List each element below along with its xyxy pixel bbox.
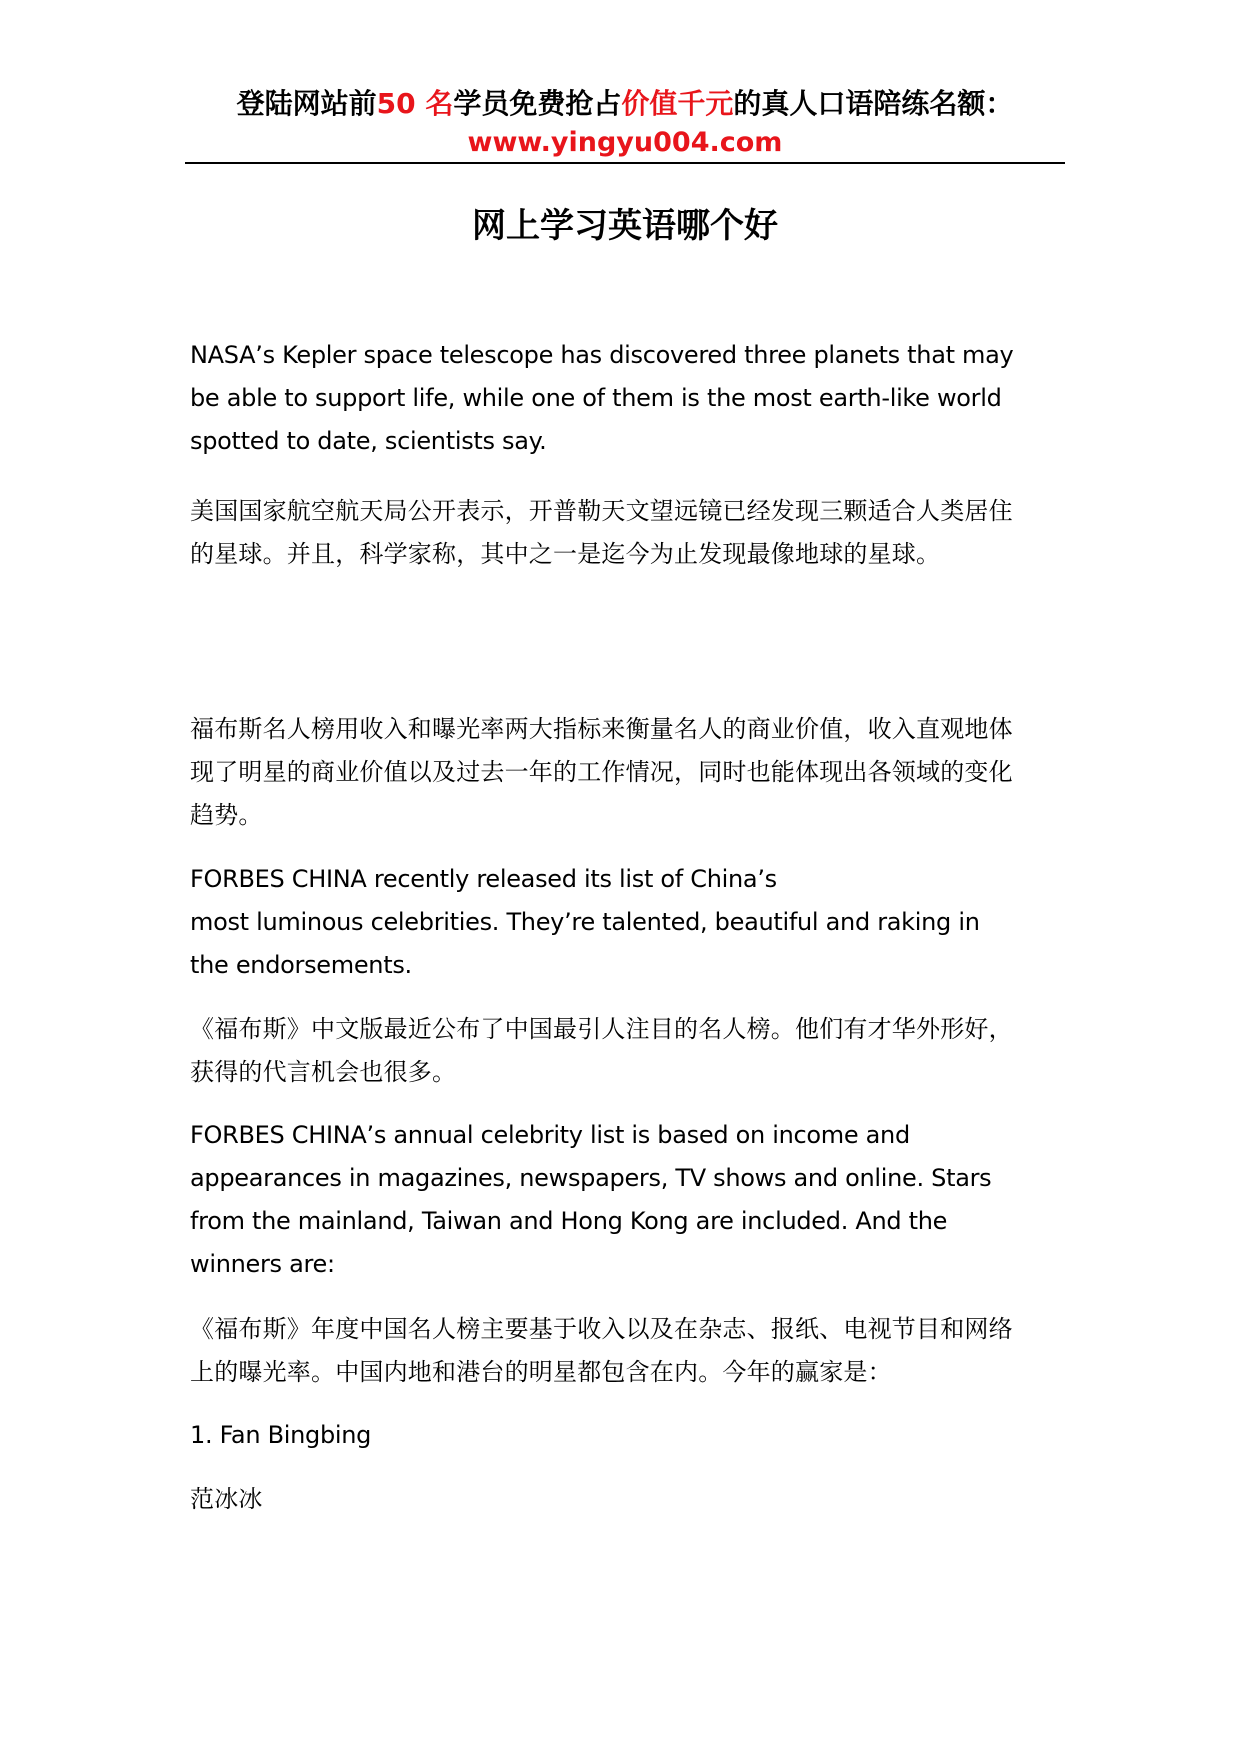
- paragraph-nasa-zh: [190, 490, 1060, 576]
- ranking-item-en: [190, 1414, 1060, 1457]
- paragraph-annual-list-en: [190, 1114, 1060, 1286]
- text-line: 福布斯名人榜用收入和曝光率两大指标来衡量名人的商业价值，收入直观地体: [190, 715, 1013, 743]
- text-line: 1. Fan Bingbing: [190, 1421, 372, 1449]
- document-title: 网上学习英语哪个好: [472, 206, 778, 246]
- paragraph-forbes-intro-zh: [190, 708, 1060, 837]
- text-line: NASA’s Kepler space telescope has discovered three planets that may: [190, 341, 1014, 369]
- paragraph-forbes-zh: [190, 1008, 1060, 1094]
- text-line: 上的曝光率。中国内地和港台的明星都包含在内。今年的赢家是：: [190, 1358, 892, 1386]
- text-line: 《福布斯》年度中国名人榜主要基于收入以及在杂志、报纸、电视节目和网络: [190, 1315, 1013, 1343]
- promo-header: [185, 84, 1065, 124]
- paragraph-nasa-en: [190, 334, 1060, 463]
- text-line: 趋势。: [190, 801, 263, 829]
- header-divider: [185, 162, 1065, 164]
- paragraph-annual-list-zh: [190, 1308, 1060, 1394]
- text-line: spotted to date, scientists say.: [190, 427, 547, 455]
- text-line: appearances in magazines, newspapers, TV shows and online. Stars: [190, 1164, 992, 1192]
- promo-highlight-value: 价值千元: [621, 87, 734, 120]
- text-line: 范冰冰: [190, 1485, 263, 1513]
- ranking-item-zh: [190, 1478, 1060, 1521]
- promo-highlight-count: 50 名: [376, 87, 454, 120]
- promo-text-3: 的真人口语陪练名额：: [733, 87, 1014, 120]
- promo-url-link[interactable]: www.yingyu004.com: [467, 127, 783, 158]
- text-line: the endorsements.: [190, 951, 412, 979]
- text-line: 的星球。并且，科学家称，其中之一是迄今为止发现最像地球的星球。: [190, 540, 941, 568]
- text-line: be able to support life, while one of them is the most earth-like world: [190, 384, 1002, 412]
- paragraph-forbes-en: [190, 858, 1060, 987]
- text-line: winners are:: [190, 1250, 335, 1278]
- text-line: 《福布斯》中文版最近公布了中国最引人注目的名人榜。他们有才华外形好，: [190, 1015, 1013, 1043]
- promo-text-2: 学员免费抢占: [453, 87, 622, 120]
- promo-text-1: 登陆网站前: [236, 87, 377, 120]
- text-line: FORBES CHINA recently released its list of China’s: [190, 865, 777, 893]
- text-line: 获得的代言机会也很多。: [190, 1058, 457, 1086]
- text-line: FORBES CHINA’s annual celebrity list is based on income and: [190, 1121, 910, 1149]
- text-line: 美国国家航空航天局公开表示，开普勒天文望远镜已经发现三颗适合人类居住: [190, 497, 1013, 525]
- text-line: most luminous celebrities. They’re talented, beautiful and raking in: [190, 908, 980, 936]
- text-line: from the mainland, Taiwan and Hong Kong are included. And the: [190, 1207, 948, 1235]
- text-line: 现了明星的商业价值以及过去一年的工作情况，同时也能体现出各领域的变化: [190, 758, 1013, 786]
